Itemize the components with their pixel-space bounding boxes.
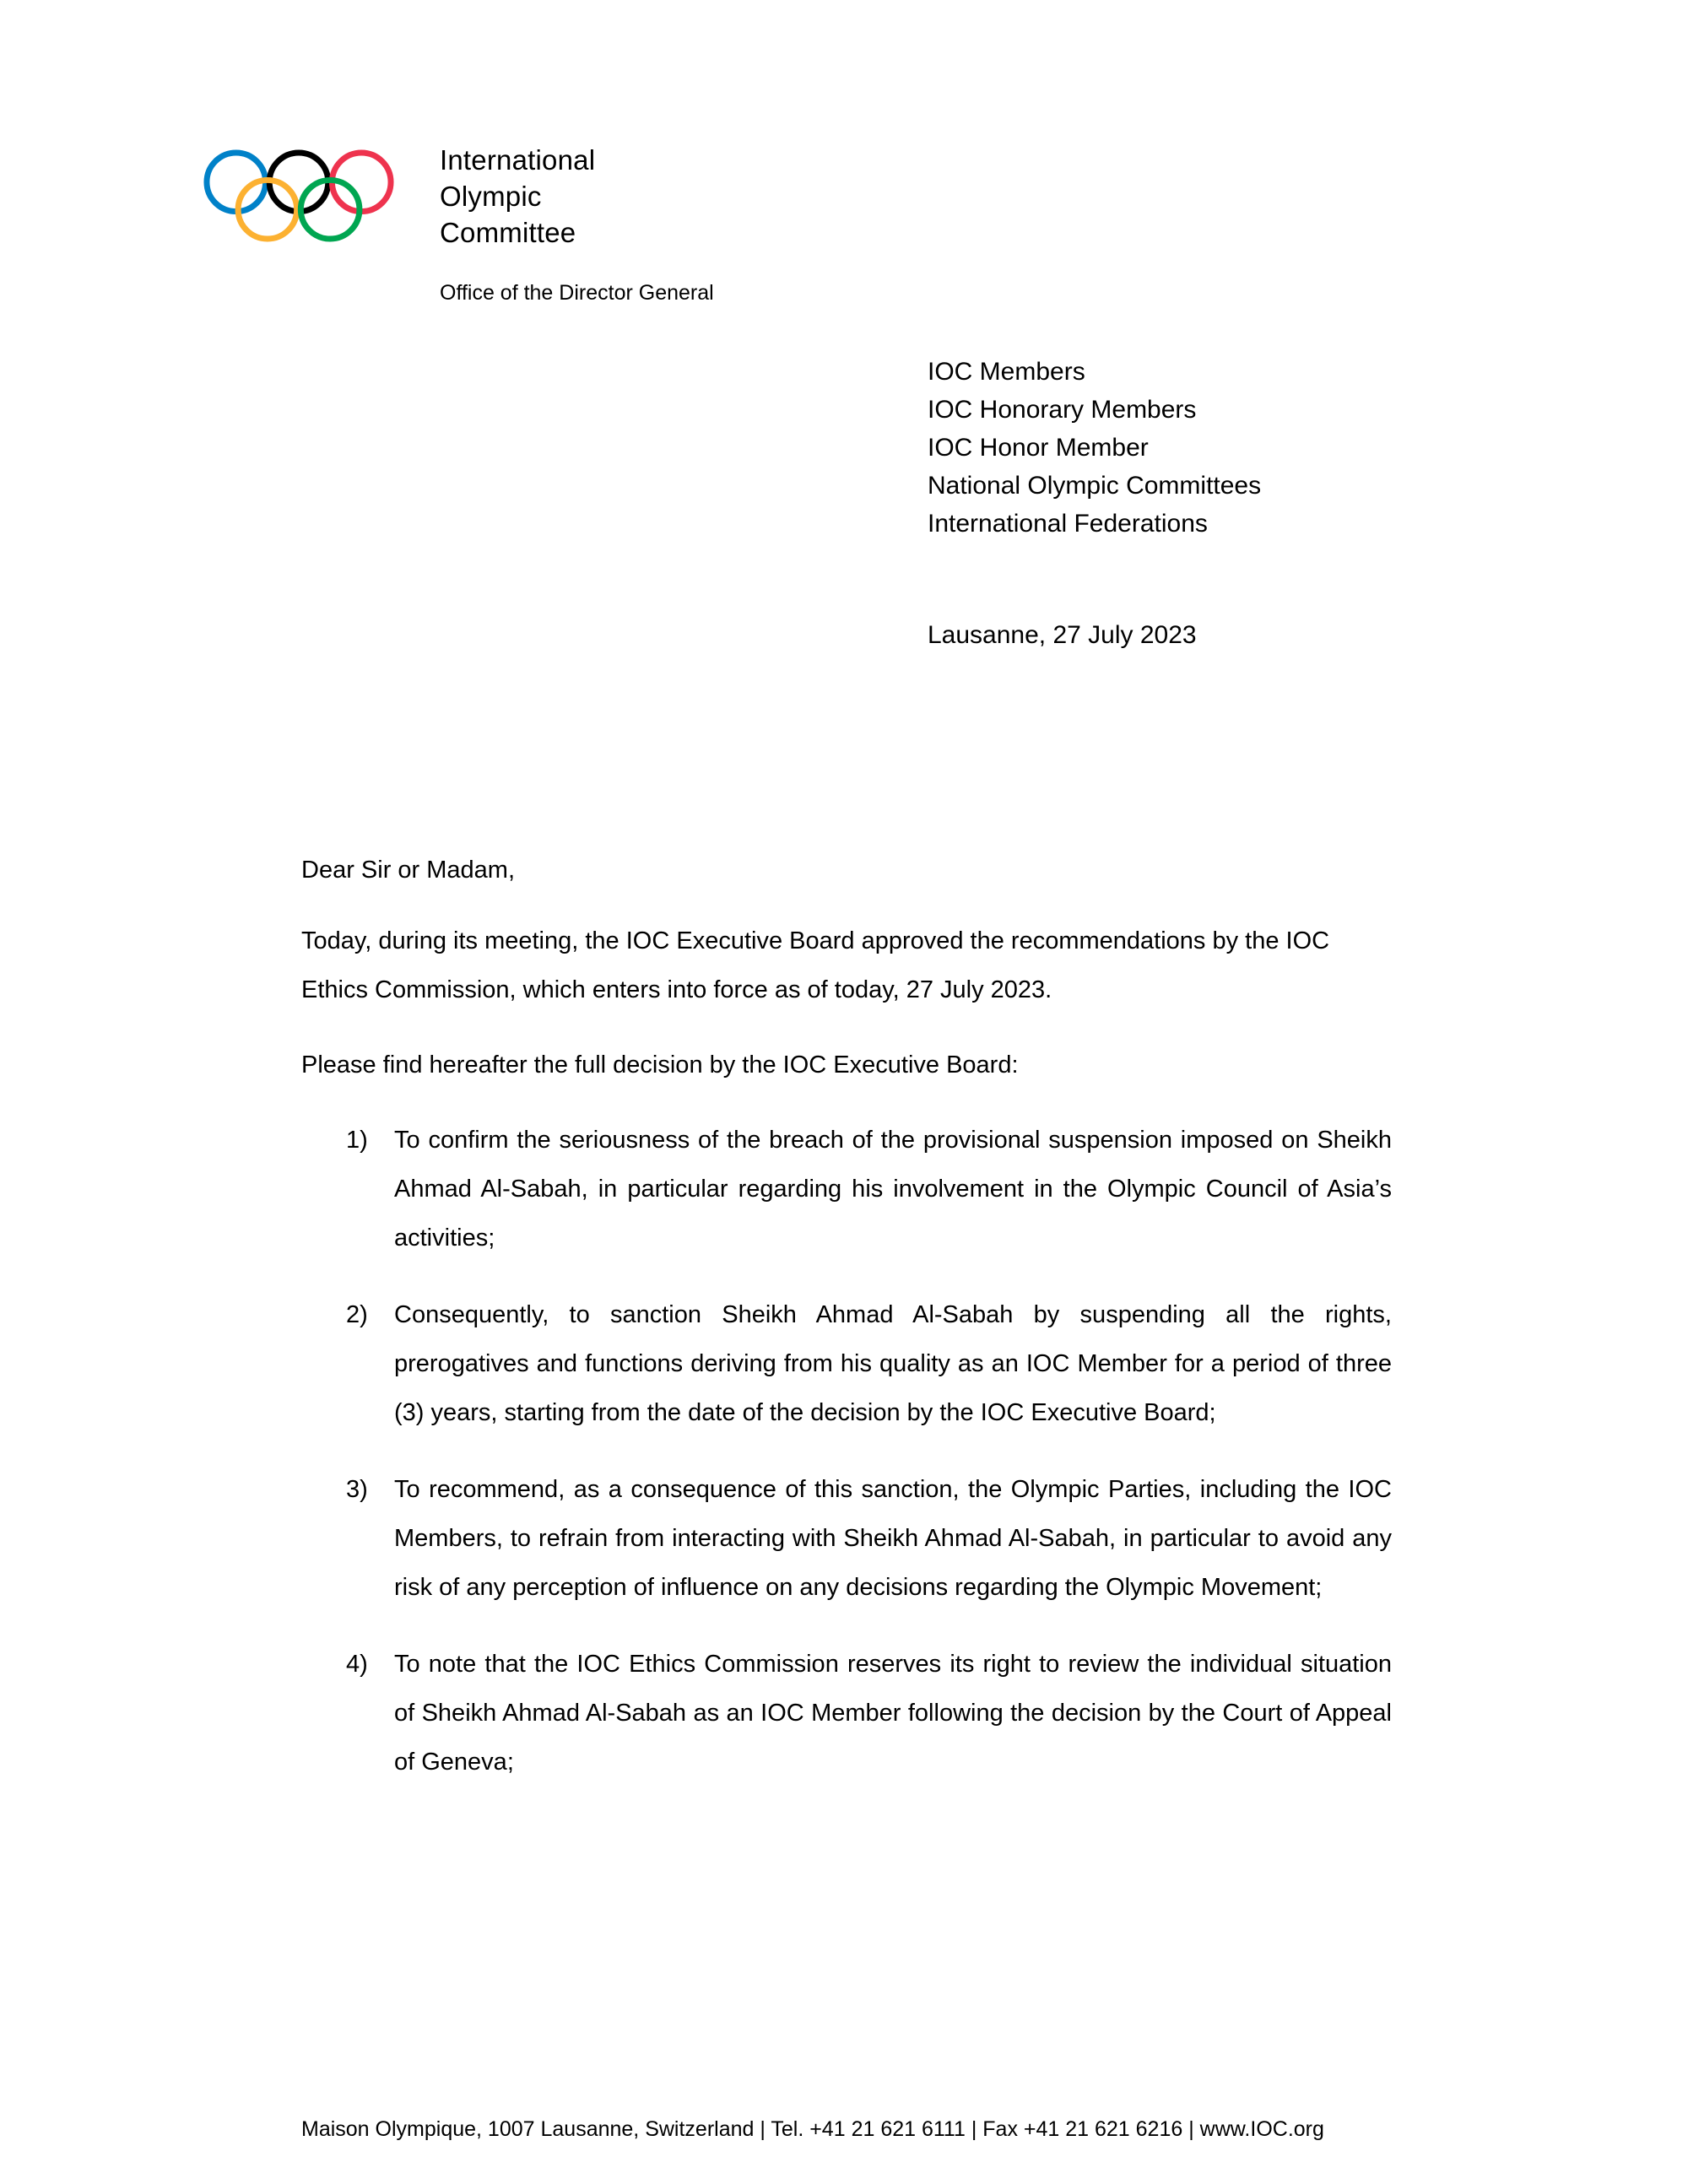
item-text: To recommend, as a consequence of this sanction, the Olympic Parties, including the IOC Members, to refrain from interacting with Sheikh Ahmad Al-Sabah, in particular to avoid any risk of any perception of influence on any decisions regarding the Olympic Movement; (394, 1476, 1392, 1601)
olympic-rings-icon (201, 147, 397, 245)
list-item (301, 1116, 1392, 1262)
list-item (301, 1465, 1392, 1612)
salutation: Dear Sir or Madam, (301, 857, 516, 884)
org-name-line-2: Olympic (440, 181, 542, 212)
recipient-line: National Olympic Committees (928, 472, 1262, 500)
item-number: 4) (346, 1651, 368, 1678)
org-name (440, 142, 595, 251)
letter-body (301, 846, 1392, 1814)
org-name-line-1: International (440, 144, 596, 176)
recipient-line: IOC Honorary Members (928, 396, 1197, 424)
item-number: 3) (346, 1476, 368, 1503)
recipient-line: International Federations (928, 510, 1208, 538)
date-line: Lausanne, 27 July 2023 (928, 621, 1197, 649)
paragraph-decision-lead: Please find hereafter the full decision by the IOC Executive Board: (301, 1051, 1019, 1078)
item-text: To confirm the seriousness of the breach of the provisional suspension imposed on Sheikh Ahmad Al-Sabah, in particular regarding his involvement in the Olympic Council of Asia’s activities; (394, 1127, 1392, 1251)
footer-contact-line: Maison Olympique, 1007 Lausanne, Switzerland | Tel. +41 21 621 6111 | Fax +41 21 621 6216 | www.IOC.org (301, 2117, 1324, 2141)
recipient-line: IOC Members (928, 358, 1085, 386)
decision-list (301, 1116, 1392, 1787)
recipients-block (928, 353, 1261, 543)
list-item (301, 1640, 1392, 1787)
item-number: 2) (346, 1301, 368, 1328)
paragraph-intro: Today, during its meeting, the IOC Executive Board approved the recommendations by the IOC Ethics Commission, which enters into force as of today, 27 July 2023. (301, 927, 1330, 1003)
item-text: Consequently, to sanction Sheikh Ahmad Al-Sabah by suspending all the rights, prerogatives and functions deriving from his quality as an IOC Member for a period of three (3) years, starting from the date of the decision by the IOC Executive Board; (394, 1301, 1392, 1426)
list-item (301, 1290, 1392, 1437)
item-text: To note that the IOC Ethics Commission reserves its right to review the individual situation of Sheikh Ahmad Al-Sabah as an IOC Member following the decision by the Court of Appeal of Geneva; (394, 1651, 1392, 1776)
recipient-line: IOC Honor Member (928, 434, 1149, 462)
item-number: 1) (346, 1127, 368, 1154)
office-label: Office of the Director General (440, 281, 714, 305)
org-name-line-3: Committee (440, 217, 576, 248)
